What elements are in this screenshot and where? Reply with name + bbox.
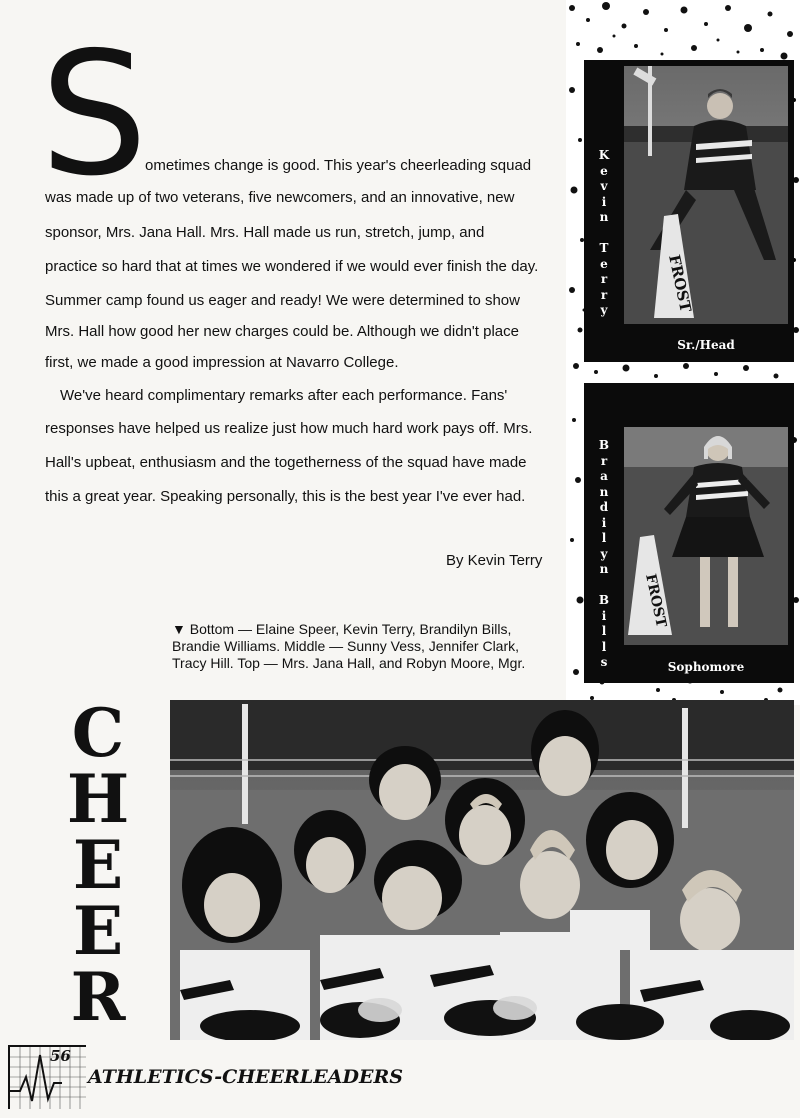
section-title: ATHLETICS-CHEERLEADERS xyxy=(88,1066,403,1088)
photo-caption: ▼ Bottom — Elaine Speer, Kevin Terry, Brandilyn Bills, Brandie Williams. Middle — Sunny Vess, Jennifer Clark, Tracy Hill. Top — Mrs. Jana Hall, and Robyn Moore, Mgr. xyxy=(172,621,526,671)
article-line: practice so hard that at times we wondered if we would ever finish the day. xyxy=(45,258,539,275)
section-letter: E xyxy=(72,892,124,970)
portrait-illustration xyxy=(624,427,788,645)
portrait-label: Sophomore xyxy=(667,660,745,674)
section-word-cheer xyxy=(62,694,134,1036)
article-line: Hall's upbeat, enthusiasm and the togetherness of the squad have made xyxy=(45,454,527,471)
section-letter: E xyxy=(72,826,124,904)
group-photo xyxy=(170,700,794,1040)
portrait-card-kevin xyxy=(584,60,794,362)
speckle-strip xyxy=(566,0,800,705)
section-letter: C xyxy=(71,694,125,772)
drop-cap: S xyxy=(40,16,148,214)
byline: By Kevin Terry xyxy=(446,552,543,569)
portrait-illustration xyxy=(624,66,788,324)
cone-lettering: FROST xyxy=(665,253,695,314)
cone-lettering: FROST xyxy=(642,572,670,629)
section-letter: R xyxy=(70,958,126,1036)
article-line: first, we made a good impression at Navarro College. xyxy=(45,354,399,371)
article-line: We've heard complimentary remarks after each performance. Fans' xyxy=(60,387,508,404)
article-line: this a great year. Speaking personally, this is the best year I've ever had. xyxy=(45,488,526,505)
group-photo-illustration xyxy=(170,700,794,1040)
portrait-label: Sr./Head xyxy=(677,338,735,352)
article-line: Summer camp found us eager and ready! We were determined to show xyxy=(45,292,520,309)
portrait-photo xyxy=(624,66,788,324)
page-number: 56 xyxy=(50,1047,71,1065)
portrait-name-vertical: K e v i n T e r r y xyxy=(598,148,610,317)
section-letter: H xyxy=(66,760,130,838)
article-line: Mrs. Hall how good her new charges could be. Although we didn't place xyxy=(45,323,519,340)
footer-graph-box xyxy=(8,1045,86,1109)
portrait-photo xyxy=(624,427,788,645)
heartbeat-graph-icon xyxy=(10,1047,86,1109)
article-line: responses have helped us realize just how much hard work pays off. Mrs. xyxy=(45,420,533,437)
article-line: ometimes change is good. This year's cheerleading squad xyxy=(145,157,532,174)
portrait-name-vertical: B r a n d i l y n B i l l s xyxy=(598,438,610,669)
article-line: sponsor, Mrs. Jana Hall. Mrs. Hall made us run, stretch, jump, and xyxy=(45,224,485,241)
article-line: was made up of two veterans, five newcomers, and an innovative, new xyxy=(45,189,515,206)
portrait-card-brandilyn xyxy=(584,383,794,683)
